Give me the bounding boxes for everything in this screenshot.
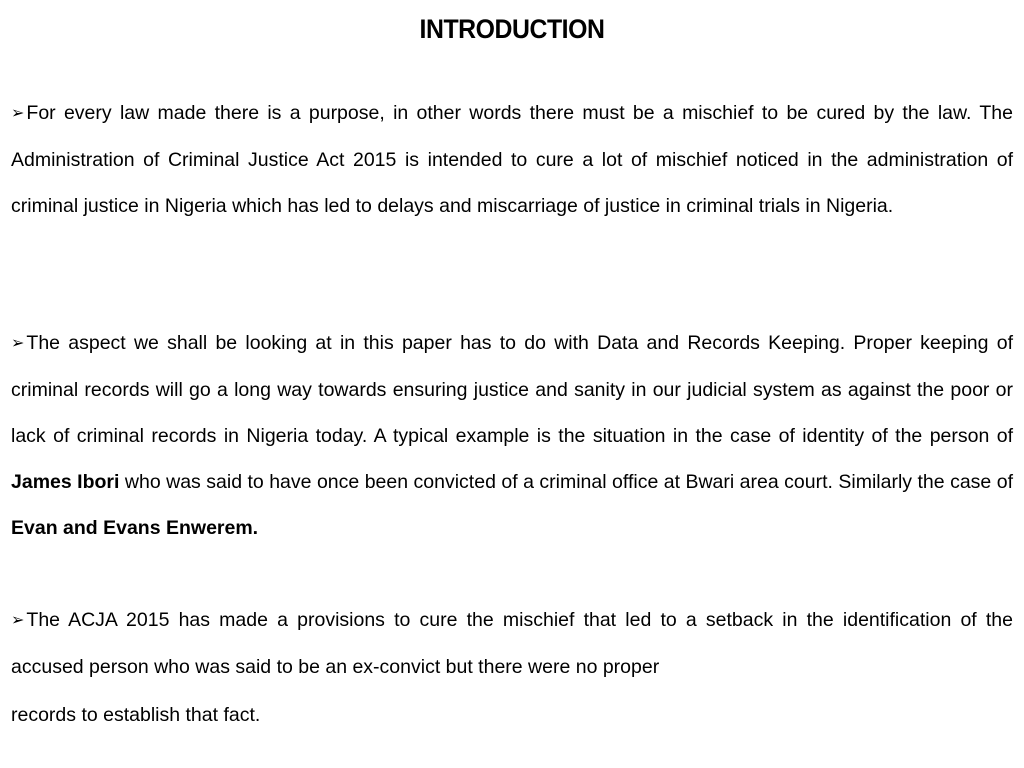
- paragraph-2-text-a: The aspect we shall be looking at in this paper has to do with Data and Records Keeping. Proper keeping of criminal records will go a long way towards ensuring justice and sanity in our judicial system as against the poor or lack of criminal records in Nigeria today. A typical example is the situation in the case of identity of the person of: [11, 332, 1013, 447]
- paragraph-1-text: For every law made there is a purpose, in other words there must be a mischief to be cured by the law. The Administration of Criminal Justice Act 2015 is intended to cure a lot of mischief noticed in the administration of criminal justice in Nigeria which has led to delays and miscarriage of justice in criminal trials in Nigeria.: [11, 102, 1013, 217]
- paragraph-2-bold-name-2: Evan and Evans Enwerem.: [11, 517, 259, 539]
- bullet-paragraph-2: [11, 320, 1013, 551]
- paragraph-3-last-line: records to establish that fact.: [11, 704, 261, 726]
- slide-title: INTRODUCTION: [419, 14, 605, 44]
- bullet-paragraph-1: [11, 90, 1013, 229]
- bullet-paragraph-3: [11, 597, 1013, 740]
- arrowhead-bullet-icon: ➢: [11, 105, 25, 122]
- arrowhead-bullet-icon: ➢: [11, 335, 25, 352]
- paragraph-2-text-b: who was said to have once been convicted of a criminal office at Bwari area court. Similarly the case of: [119, 471, 1013, 493]
- paragraph-3-text: The ACJA 2015 has made a provisions to cure the mischief that led to a setback in the identification of the accused person who was said to be an ex-convict but there were no proper: [11, 609, 1013, 678]
- paragraph-2-bold-name-1: James Ibori: [11, 471, 120, 493]
- arrowhead-bullet-icon: ➢: [11, 612, 25, 629]
